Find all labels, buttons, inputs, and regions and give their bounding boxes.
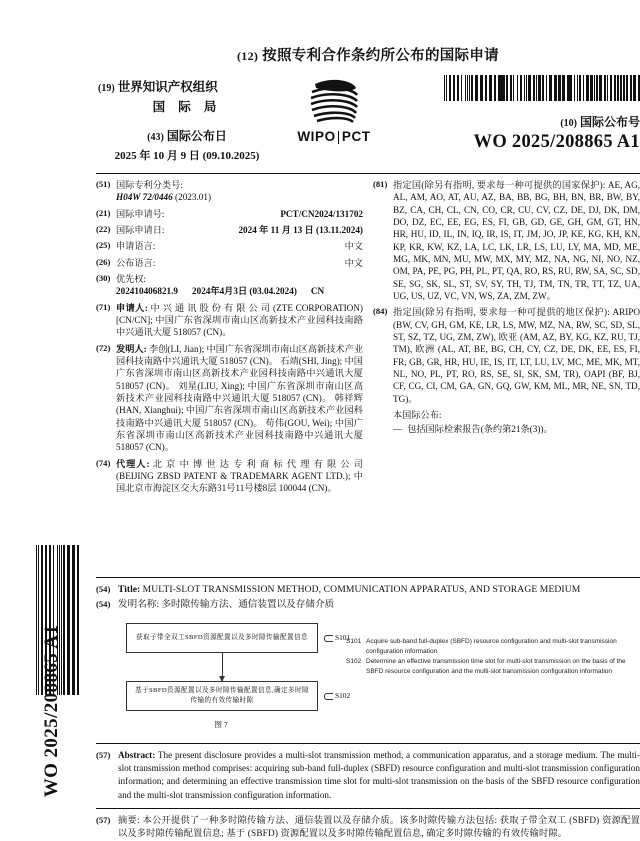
- title-value-en: MULTI-SLOT TRANSMISSION METHOD, COMMUNICATION APPARATUS, AND STORAGE MEDIUM: [142, 584, 581, 595]
- filing-language-label: 申请语言:: [116, 241, 156, 252]
- publication-date-value: 2025 年 10 月 9 日 (09.10.2025): [114, 150, 260, 162]
- abstract-text-en: The present disclosure provides a multi-slot transmission method, a communication apparatus, and a storage medium. The multi-slot transmission method comprises: acquiring sub-band full-duplex (SBFD) resource configuration and multi-slot transmission configuration information; and determining an effective transmission time slot for multi-slot transmission on the basis of the SBFD resource configuration and the multi-slot transmission configuration information.: [118, 749, 640, 800]
- page-title: [96, 44, 640, 65]
- publication-date-label-row: [96, 127, 278, 144]
- abstract-code-en: (57): [96, 749, 111, 760]
- designated-states-label: 指定国(除另有指明, 要求每一种可提供的国家保护):: [393, 180, 606, 190]
- bibliographic-data: [96, 179, 640, 571]
- field-publication-notes-code: [373, 409, 393, 436]
- field-priority-body: [116, 273, 363, 298]
- figure-flowchart: [96, 619, 351, 737]
- wipo-word-right: PCT: [341, 129, 371, 144]
- field-publication-notes: [373, 409, 640, 436]
- flowchart-box-s102: 基于SBFD资源配置以及多时隙传输配置信息,确定多时隙传输的有效传输时隙: [126, 681, 318, 711]
- field-ipc: [96, 179, 363, 204]
- field-filing-language: [96, 240, 363, 252]
- publication-date-code: (43): [147, 132, 164, 143]
- publication-barcode: [444, 75, 640, 101]
- abstract-block-zh: [96, 814, 640, 841]
- field-regional-protection-body: [393, 306, 640, 405]
- divider-abstract: [96, 743, 640, 744]
- inventors-text: 李创(LI, Jian); 中国广东省深圳市南山区高新技术产业园科技南路中兴通讯大厦 518057 (CN)。 石靖(SHI, Jing); 中国广东省深圳市南山区高新技术产业园科技南路中兴通讯大厦 518057 (CN)。 刘星(LIU, Xing); 中国广东省深圳市南山区高新技术产业园科技南路中兴通讯大厦 518057 (CN)。 韩祥辉(HAN, Xianghui); 中国广东省深圳市南山区高新技术产业园科技南路中兴通讯大厦 518057 (CN)。 苟伟(GOU, Wei); 中国广东省深圳市南山区高新技术产业园科技南路中兴通讯大厦 518057 (CN)。: [116, 343, 364, 453]
- flowchart-box-s101: 获取子带全双工SBFD资源配置以及多时隙传输配置信息: [126, 623, 318, 653]
- figure-step-en-2-id: S102: [346, 658, 362, 666]
- priority-country: CN: [310, 286, 325, 297]
- page-title-code: (12): [237, 49, 259, 63]
- application-date-value: 2024 年 11 月 13 日 (13.11.2024): [238, 224, 363, 235]
- title-value-zh: 多时隙传输方法、通信装置以及存储介质: [161, 599, 335, 611]
- field-applicant-body: [116, 302, 363, 339]
- abstract-row-zh: [96, 814, 640, 841]
- org-name: 世界知识产权组织: [117, 80, 218, 94]
- priority-number: 202410406821.9: [116, 286, 179, 297]
- field-application-number-body: [116, 208, 363, 220]
- field-ipc-label: 国际专利分类号:: [116, 180, 183, 190]
- figure-step-en-2: [346, 657, 640, 677]
- figure-step-en-1-id: S101: [346, 637, 362, 645]
- flowchart-step-label-s101: [324, 633, 350, 642]
- field-filing-language-body: [116, 240, 363, 252]
- field-publication-notes-body: [393, 409, 640, 436]
- wipo-word-separator: |: [336, 129, 341, 144]
- org-bureau: 国 际 局: [152, 100, 222, 114]
- margin-publication-number: WO 2025/208865 A1: [41, 624, 62, 798]
- step-hook-icon: [324, 693, 333, 700]
- title-row-en: [96, 583, 640, 597]
- wipo-word-left: WIPO: [297, 129, 336, 144]
- figure-step-en-2-text: Determine an effective transmission time slot for multi-slot transmission on the basis of the SBFD resource configuration and the multi-slot transmission configuration information: [366, 658, 626, 676]
- flowchart-step-label-s102: [324, 691, 350, 700]
- inventors-label: 发明人:: [116, 343, 147, 354]
- field-publication-language: [96, 257, 363, 269]
- field-regional-protection: [373, 306, 640, 405]
- field-application-number-code: (21): [96, 207, 111, 218]
- flowchart-arrow: [222, 653, 223, 681]
- priority-value-row: [116, 285, 363, 297]
- wipo-wordmark: [278, 129, 390, 144]
- application-number-label: 国际申请号:: [116, 208, 165, 219]
- field-priority: [96, 273, 363, 298]
- field-designated-states-body: [393, 179, 640, 302]
- regional-protection-codes: ARIPO (BW, CV, GH, GM, KE, LR, LS, MW, MZ, NA, RW, SC, SD, SL, ST, SZ, TZ, UG, ZM, ZW), 欧亚 (AM, AZ, BY, KG, KZ, RU, TJ, TM), 欧洲 (AL, AT, BE, BG, CH, CY, CZ, DE, DK, EE, ES, FI, FR, GB, GR, HR, HU, IE, IS, IT, LT, LU, LV, MC, ME, MK, MT, NL, NO, PL, PT, RO, RS, SE, SI, SK, SM, TR), OAPI (BF, BJ, CF, CG, CI, CM, GA, GN, GQ, GW, KM, ML, MR, NE, SN, TD, TG)。: [393, 307, 640, 404]
- field-inventors-body: [116, 343, 363, 454]
- left-margin: [0, 0, 88, 841]
- title-code-zh: (54): [96, 599, 111, 610]
- publication-notes-dash: —: [393, 424, 403, 435]
- field-designated-states: [373, 179, 640, 302]
- publication-language-label: 公布语言:: [116, 257, 156, 268]
- divider-title: [96, 577, 640, 578]
- field-priority-code: (30): [96, 272, 111, 283]
- publication-date-label: 国际公布日: [166, 129, 227, 143]
- header-organization: [96, 75, 278, 163]
- agent-text: 北 京 中 博 世 达 专 利 商 标 代 理 有 限 公 司 (BEIJING ZBSD PATENT & TRADEMARK AGENT LTD.); 中国北京市海淀区交大东路31号11号楼8层 100044 (CN)。: [116, 458, 364, 494]
- field-inventors-code: (72): [96, 342, 111, 353]
- biblio-left-column: [96, 179, 363, 571]
- abstract-label-en: Abstract:: [118, 749, 156, 760]
- field-agent: [96, 458, 363, 495]
- biblio-right-column: [373, 179, 640, 571]
- page-title-text: 按照专利合作条约所公布的国际申请: [262, 48, 499, 64]
- designated-states-codes: AE, AG, AL, AM, AO, AT, AU, AZ, BA, BB, BG, BH, BN, BR, BW, BY, BZ, CA, CH, CL, CN, CO, CR, CU, CV, CZ, DE, DJ, DK, DM, DO, DZ, EC, EE, EG, ES, FI, GB, GD, GE, GH, GM, GT, HN, HR, HU, ID, IL, IN, IQ, IR, IS, IT, JM, JO, JP, KE, KG, KH, KN, KP, KR, KW, KZ, LA, LC, LK, LR, LS, LU, LY, MA, MD, ME, MG, MK, MN, MU, MW, MX, MY, MZ, NA, NG, NI, NO, NZ, OM, PA, PE, PG, PH, PL, PT, QA, RO, RS, RU, RW, SA, SC, SD, SE, SG, SK, SL, ST, SV, SY, TH, TJ, TM, TN, TR, TT, TZ, UA, UG, US, UZ, VC, VN, WS, ZA, ZM, ZW。: [393, 180, 640, 301]
- field-ipc-code: (51): [96, 179, 111, 189]
- application-number-value: PCT/CN2024/131702: [280, 208, 363, 219]
- title-label-en: Title:: [118, 584, 141, 595]
- applicant-label: 申请人:: [116, 302, 148, 313]
- publication-language-value: 中文: [344, 257, 363, 268]
- header-publication: [390, 75, 640, 153]
- field-agent-body: [116, 458, 363, 495]
- field-publication-language-body: [116, 257, 363, 269]
- patent-front-page: [96, 0, 640, 841]
- title-label-zh: 发明名称:: [118, 599, 160, 611]
- figure-step-en-1-text: Acquire sub-band full-duplex (SBFD) resource configuration and multi-slot transmission configuration information: [366, 637, 617, 655]
- invention-title-block: [96, 583, 640, 613]
- application-date-label: 国际申请日:: [116, 224, 165, 235]
- abstract-body-en: [118, 749, 640, 802]
- field-inventors: [96, 343, 363, 454]
- abstract-body-zh: [118, 814, 640, 841]
- publication-notes-item-row: [393, 423, 640, 435]
- abstract-label-zh: 摘要:: [118, 814, 140, 825]
- title-body-zh: [118, 598, 640, 612]
- field-agent-code: (74): [96, 457, 111, 468]
- step-hook-icon: [324, 635, 333, 642]
- field-application-number: [96, 208, 363, 220]
- divider-abstract-zh: [96, 808, 640, 809]
- title-code-en: (54): [96, 584, 111, 594]
- applicant-text: 中 兴 通 讯 股 份 有 限 公 司 (ZTE CORPORATION) [CN/CN]; 中国广东省深圳市南山区高新技术产业园科技南路中兴通讯大厦 518057 (CN)。: [116, 302, 363, 338]
- field-ipc-value-row: [116, 191, 363, 203]
- field-ipc-body: [116, 179, 363, 204]
- field-applicant-code: (71): [96, 301, 111, 312]
- figure-area: [96, 619, 640, 737]
- abstract-text-zh: 本公开提供了一种多时隙传输方法、通信装置以及存储介质。该多时隙传输方法包括: 获取子带全双工 (SBFD) 资源配置以及多时隙传输配置信息; 基于 (SBFD) 资源配置以及多时隙传输配置信息, 确定多时隙传输的有效传输时隙。: [118, 814, 640, 839]
- wipo-swirl-icon: [303, 77, 365, 127]
- publication-number-value: WO 2025/208865 A1: [473, 132, 640, 152]
- publication-number-code: (10): [560, 118, 577, 129]
- ipc-version: (2023.01): [175, 192, 212, 203]
- field-application-date: [96, 224, 363, 236]
- org-code: (19): [98, 83, 115, 94]
- agent-label: 代理人:: [116, 458, 150, 469]
- field-filing-language-code: (25): [96, 240, 111, 251]
- field-application-date-body: [116, 224, 363, 236]
- field-application-date-code: (22): [96, 223, 111, 234]
- field-designated-states-code: (81): [373, 179, 388, 189]
- figure-step-translations: [346, 619, 640, 737]
- abstract-row-en: [96, 749, 640, 802]
- figure-step-en-1: [346, 637, 640, 657]
- title-row-zh: [96, 598, 640, 612]
- title-body-en: [118, 583, 640, 597]
- priority-label: 优先权:: [116, 273, 147, 284]
- step-label-s101: S101: [335, 632, 351, 642]
- priority-date: 2024年4月3日 (03.04.2024): [192, 286, 297, 297]
- org-line: [96, 77, 278, 95]
- publication-notes-item: 包括国际检索报告(条约第21条(3))。: [407, 424, 553, 435]
- regional-protection-label: 指定国(除另有指明, 要求每一种可提供的地区保护):: [393, 307, 610, 318]
- figure-caption: 图 7: [214, 719, 228, 729]
- field-publication-language-code: (26): [96, 256, 111, 267]
- field-regional-protection-code: (84): [373, 306, 388, 317]
- filing-language-value: 中文: [344, 241, 363, 252]
- header-grid: [96, 75, 640, 167]
- step-label-s102: S102: [335, 690, 351, 700]
- divider-top: [96, 173, 640, 174]
- abstract-block: [96, 749, 640, 802]
- wipo-logo: [278, 75, 390, 144]
- abstract-code-zh: (57): [96, 814, 111, 825]
- publication-number-label: 国际公布号: [579, 115, 640, 129]
- publication-number-label-row: [390, 113, 640, 130]
- ipc-symbol: H04W 72/0446: [116, 192, 173, 203]
- field-applicant: [96, 302, 363, 339]
- publication-notes-label: 本国际公布:: [393, 409, 442, 420]
